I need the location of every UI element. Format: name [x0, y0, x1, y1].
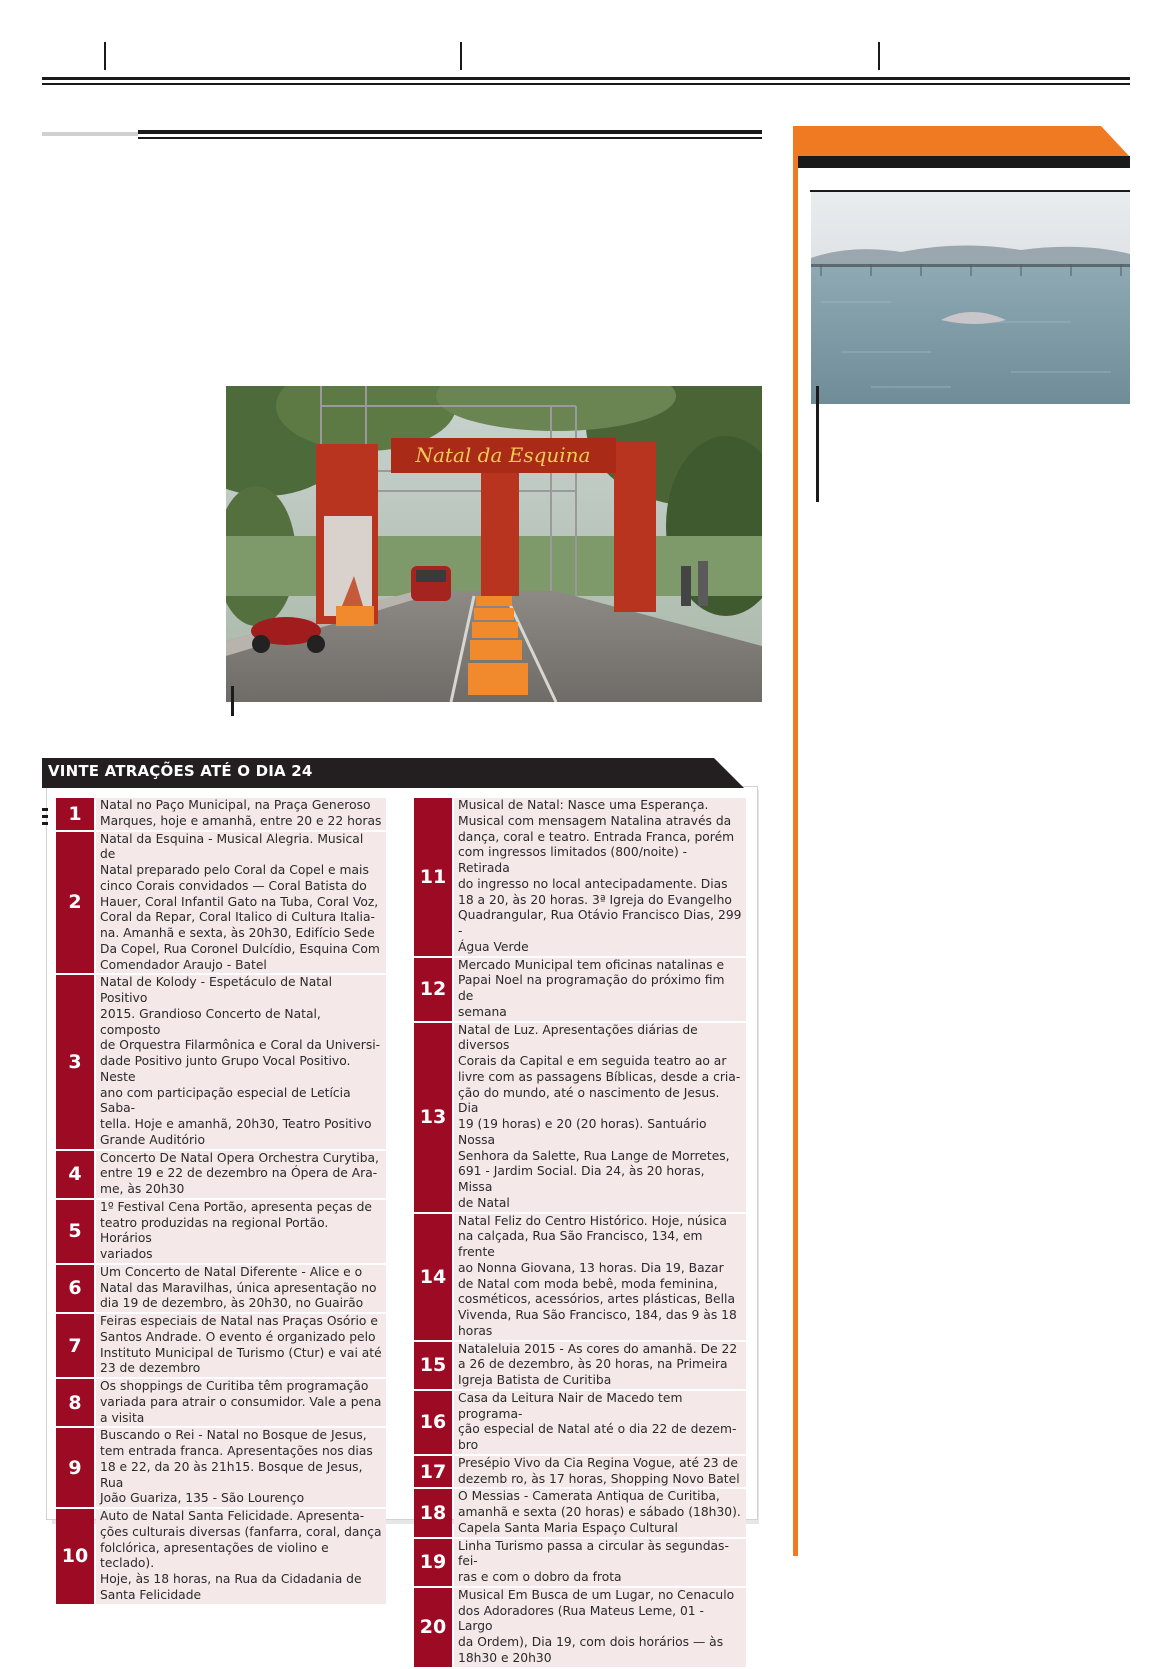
attraction-text: Mercado Municipal tem oficinas natalinas e Papai Noel na programação do próximo fim de semana [454, 958, 746, 1021]
bullet-dash [42, 822, 48, 825]
attraction-text: Concerto De Natal Opera Orchestra Curytiba, entre 19 e 22 de dezembro na Ópera de Ara- me, às 20h30 [96, 1151, 386, 1198]
attraction-number: 3 [56, 975, 94, 1148]
attraction-number: 4 [56, 1151, 94, 1198]
attraction-text: Auto de Natal Santa Felicidade. Apresenta- ções culturais diversas (fanfarra, coral, dança folclórica, apresentações de violino e teclado). Hoje, às 18 horas, na Rua da Cidadania de Santa Felicidade [96, 1509, 386, 1604]
header-divider [104, 42, 106, 70]
caption-marker [231, 686, 234, 716]
attraction-item [56, 1265, 386, 1312]
attraction-item [414, 1456, 746, 1488]
attraction-text: Natal Feliz do Centro Histórico. Hoje, núsica na calçada, Rua São Francisco, 134, em frente ao Nonna Giovana, 13 horas. Dia 19, Bazar de Natal com moda bebê, moda feminina, cosméticos, acessórios, artes plásticas, Bella Vivenda, Rua São Francisco, 184, das 9 às 18 horas [454, 1214, 746, 1340]
attraction-item [56, 1509, 386, 1604]
attraction-text: Os shoppings de Curitiba têm programação variada para atrair o consumidor. Vale a pena a visita [96, 1379, 386, 1426]
attraction-item [56, 975, 386, 1148]
attraction-item [414, 1342, 746, 1389]
attraction-number: 19 [414, 1539, 452, 1586]
sidebar-caption-marker [816, 386, 819, 502]
attraction-item [56, 1428, 386, 1507]
attraction-number: 14 [414, 1214, 452, 1340]
attraction-text: Musical de Natal: Nasce uma Esperança. Musical com mensagem Natalina através da dança, coral e teatro. Entrada Franca, porém com ingressos limitados (800/noite) - Retirada do ingresso no local antecipadamente. Dias 18 a 20, às 20 horas. 3ª Igreja do Evangelho Quadrangular, Rua Otávio Francisco Dias, 299 - Água Verde [454, 798, 746, 956]
column-divider-orange [793, 128, 798, 1556]
attraction-number: 8 [56, 1379, 94, 1426]
section-tab [793, 126, 1130, 157]
attraction-number: 1 [56, 798, 94, 830]
section-bar [798, 156, 1130, 168]
attraction-number: 12 [414, 958, 452, 1021]
section-rule-gray [42, 132, 138, 136]
attraction-text: Natal no Paço Municipal, na Praça Generoso Marques, hoje e amanhã, entre 20 e 22 horas [96, 798, 386, 830]
attraction-item [56, 1200, 386, 1263]
attraction-item [414, 1588, 746, 1667]
attraction-number: 17 [414, 1456, 452, 1488]
attraction-number: 13 [414, 1023, 452, 1212]
attraction-number: 11 [414, 798, 452, 956]
bullet-dash [42, 808, 48, 811]
attraction-number: 18 [414, 1489, 452, 1536]
attractions-column-right [414, 798, 746, 1669]
attraction-item [56, 1314, 386, 1377]
attraction-text: Musical Em Busca de um Lugar, no Cenaculo dos Adoradores (Rua Mateus Leme, 01 - Largo da Ordem), Dia 19, com dois horários — às 18h30 e 20h30 [454, 1588, 746, 1667]
attraction-number: 2 [56, 832, 94, 974]
attraction-text: 1º Festival Cena Portão, apresenta peças de teatro produzidas na regional Portão. Horários variados [96, 1200, 386, 1263]
attraction-item [56, 1379, 386, 1426]
attractions-column-left [56, 798, 386, 1606]
attraction-item [56, 832, 386, 974]
attraction-item [414, 798, 746, 956]
header-rule-thin [42, 83, 1130, 85]
attraction-item [414, 1489, 746, 1536]
attraction-item [414, 1391, 746, 1454]
attraction-text: Casa da Leitura Nair de Macedo tem programa- ção especial de Natal até o dia 22 de dezem- bro [454, 1391, 746, 1454]
attraction-text: Um Concerto de Natal Diferente - Alice e o Natal das Maravilhas, única apresentação no dia 19 de dezembro, às 20h30, no Guairão [96, 1265, 386, 1312]
dolphin-sea-photo [811, 192, 1130, 404]
attraction-text: Natal da Esquina - Musical Alegria. Musical de Natal preparado pelo Coral da Copel e mais cinco Corais convidados — Coral Batista do Hauer, Coral Infantil Gato na Tuba, Coral Voz, Coral da Repar, Coral Italico di Cultura Italia- na. Amanhã e sexta, às 20h30, Edifício Sede Da Copel, Rua Coronel Dulcídio, Esquina Com Comendador Araujo - Batel [96, 832, 386, 974]
section-rule-thick [138, 130, 762, 134]
attraction-item [414, 1539, 746, 1586]
attraction-number: 20 [414, 1588, 452, 1667]
attraction-item [414, 1023, 746, 1212]
bullet-dash [42, 815, 48, 818]
svg-text:Natal da Esquina: Natal da Esquina [415, 443, 591, 467]
attraction-text: Natal de Luz. Apresentações diárias de diversos Corais da Capital e em seguida teatro ao ar livre com as passagens Bíblicas, desde a cria- ção do mundo, até o nascimento de Jesus. Dia 19 (19 horas) e 20 (20 horas). Santuário Nossa Senhora da Salette, Rua Lange de Morretes, 691 - Jardim Social. Dia 24, às 20 horas, Missa de Natal [454, 1023, 746, 1212]
natal-da-esquina-photo [226, 386, 762, 702]
box-title: VINTE ATRAÇÕES ATÉ O DIA 24 [48, 762, 313, 780]
attraction-number: 7 [56, 1314, 94, 1377]
attraction-item [414, 1214, 746, 1340]
attraction-number: 6 [56, 1265, 94, 1312]
attraction-text: O Messias - Camerata Antiqua de Curitiba, amanhã e sexta (20 horas) e sábado (18h30). Capela Santa Maria Espaço Cultural [454, 1489, 746, 1536]
attraction-item [56, 1151, 386, 1198]
attraction-text: Nataleluia 2015 - As cores do amanhã. De 22 a 26 de dezembro, às 20 horas, na Primeira Igreja Batista de Curitiba [454, 1342, 746, 1389]
attraction-number: 9 [56, 1428, 94, 1507]
attraction-item [414, 958, 746, 1021]
attraction-number: 16 [414, 1391, 452, 1454]
header-divider [878, 42, 880, 70]
attraction-number: 15 [414, 1342, 452, 1389]
attraction-text: Buscando o Rei - Natal no Bosque de Jesus, tem entrada franca. Apresentações nos dias 18 e 22, da 20 às 21h15. Bosque de Jesus, Rua João Guariza, 135 - São Lourenço [96, 1428, 386, 1507]
attraction-text: Natal de Kolody - Espetáculo de Natal Positivo 2015. Grandioso Concerto de Natal, composto de Orquestra Filarmônica e Coral da Universi- dade Positivo junto Grupo Vocal Positivo. Neste ano com participação especial de Letícia Saba- tella. Hoje e amanhã, 20h30, Teatro Positivo Grande Auditório [96, 975, 386, 1148]
section-rule-thin [138, 137, 762, 139]
header-rule-thick [42, 77, 1130, 80]
attraction-number: 5 [56, 1200, 94, 1263]
attraction-text: Presépio Vivo da Cia Regina Vogue, até 23 de dezemb ro, às 17 horas, Shopping Novo Batel [454, 1456, 746, 1488]
attraction-text: Linha Turismo passa a circular às segundas-fei- ras e com o dobro da frota [454, 1539, 746, 1586]
header-divider [460, 42, 462, 70]
attraction-number: 10 [56, 1509, 94, 1604]
attraction-item [56, 798, 386, 830]
attraction-text: Feiras especiais de Natal nas Praças Osório e Santos Andrade. O evento é organizado pelo Instituto Municipal de Turismo (Ctur) e vai até 23 de dezembro [96, 1314, 386, 1377]
